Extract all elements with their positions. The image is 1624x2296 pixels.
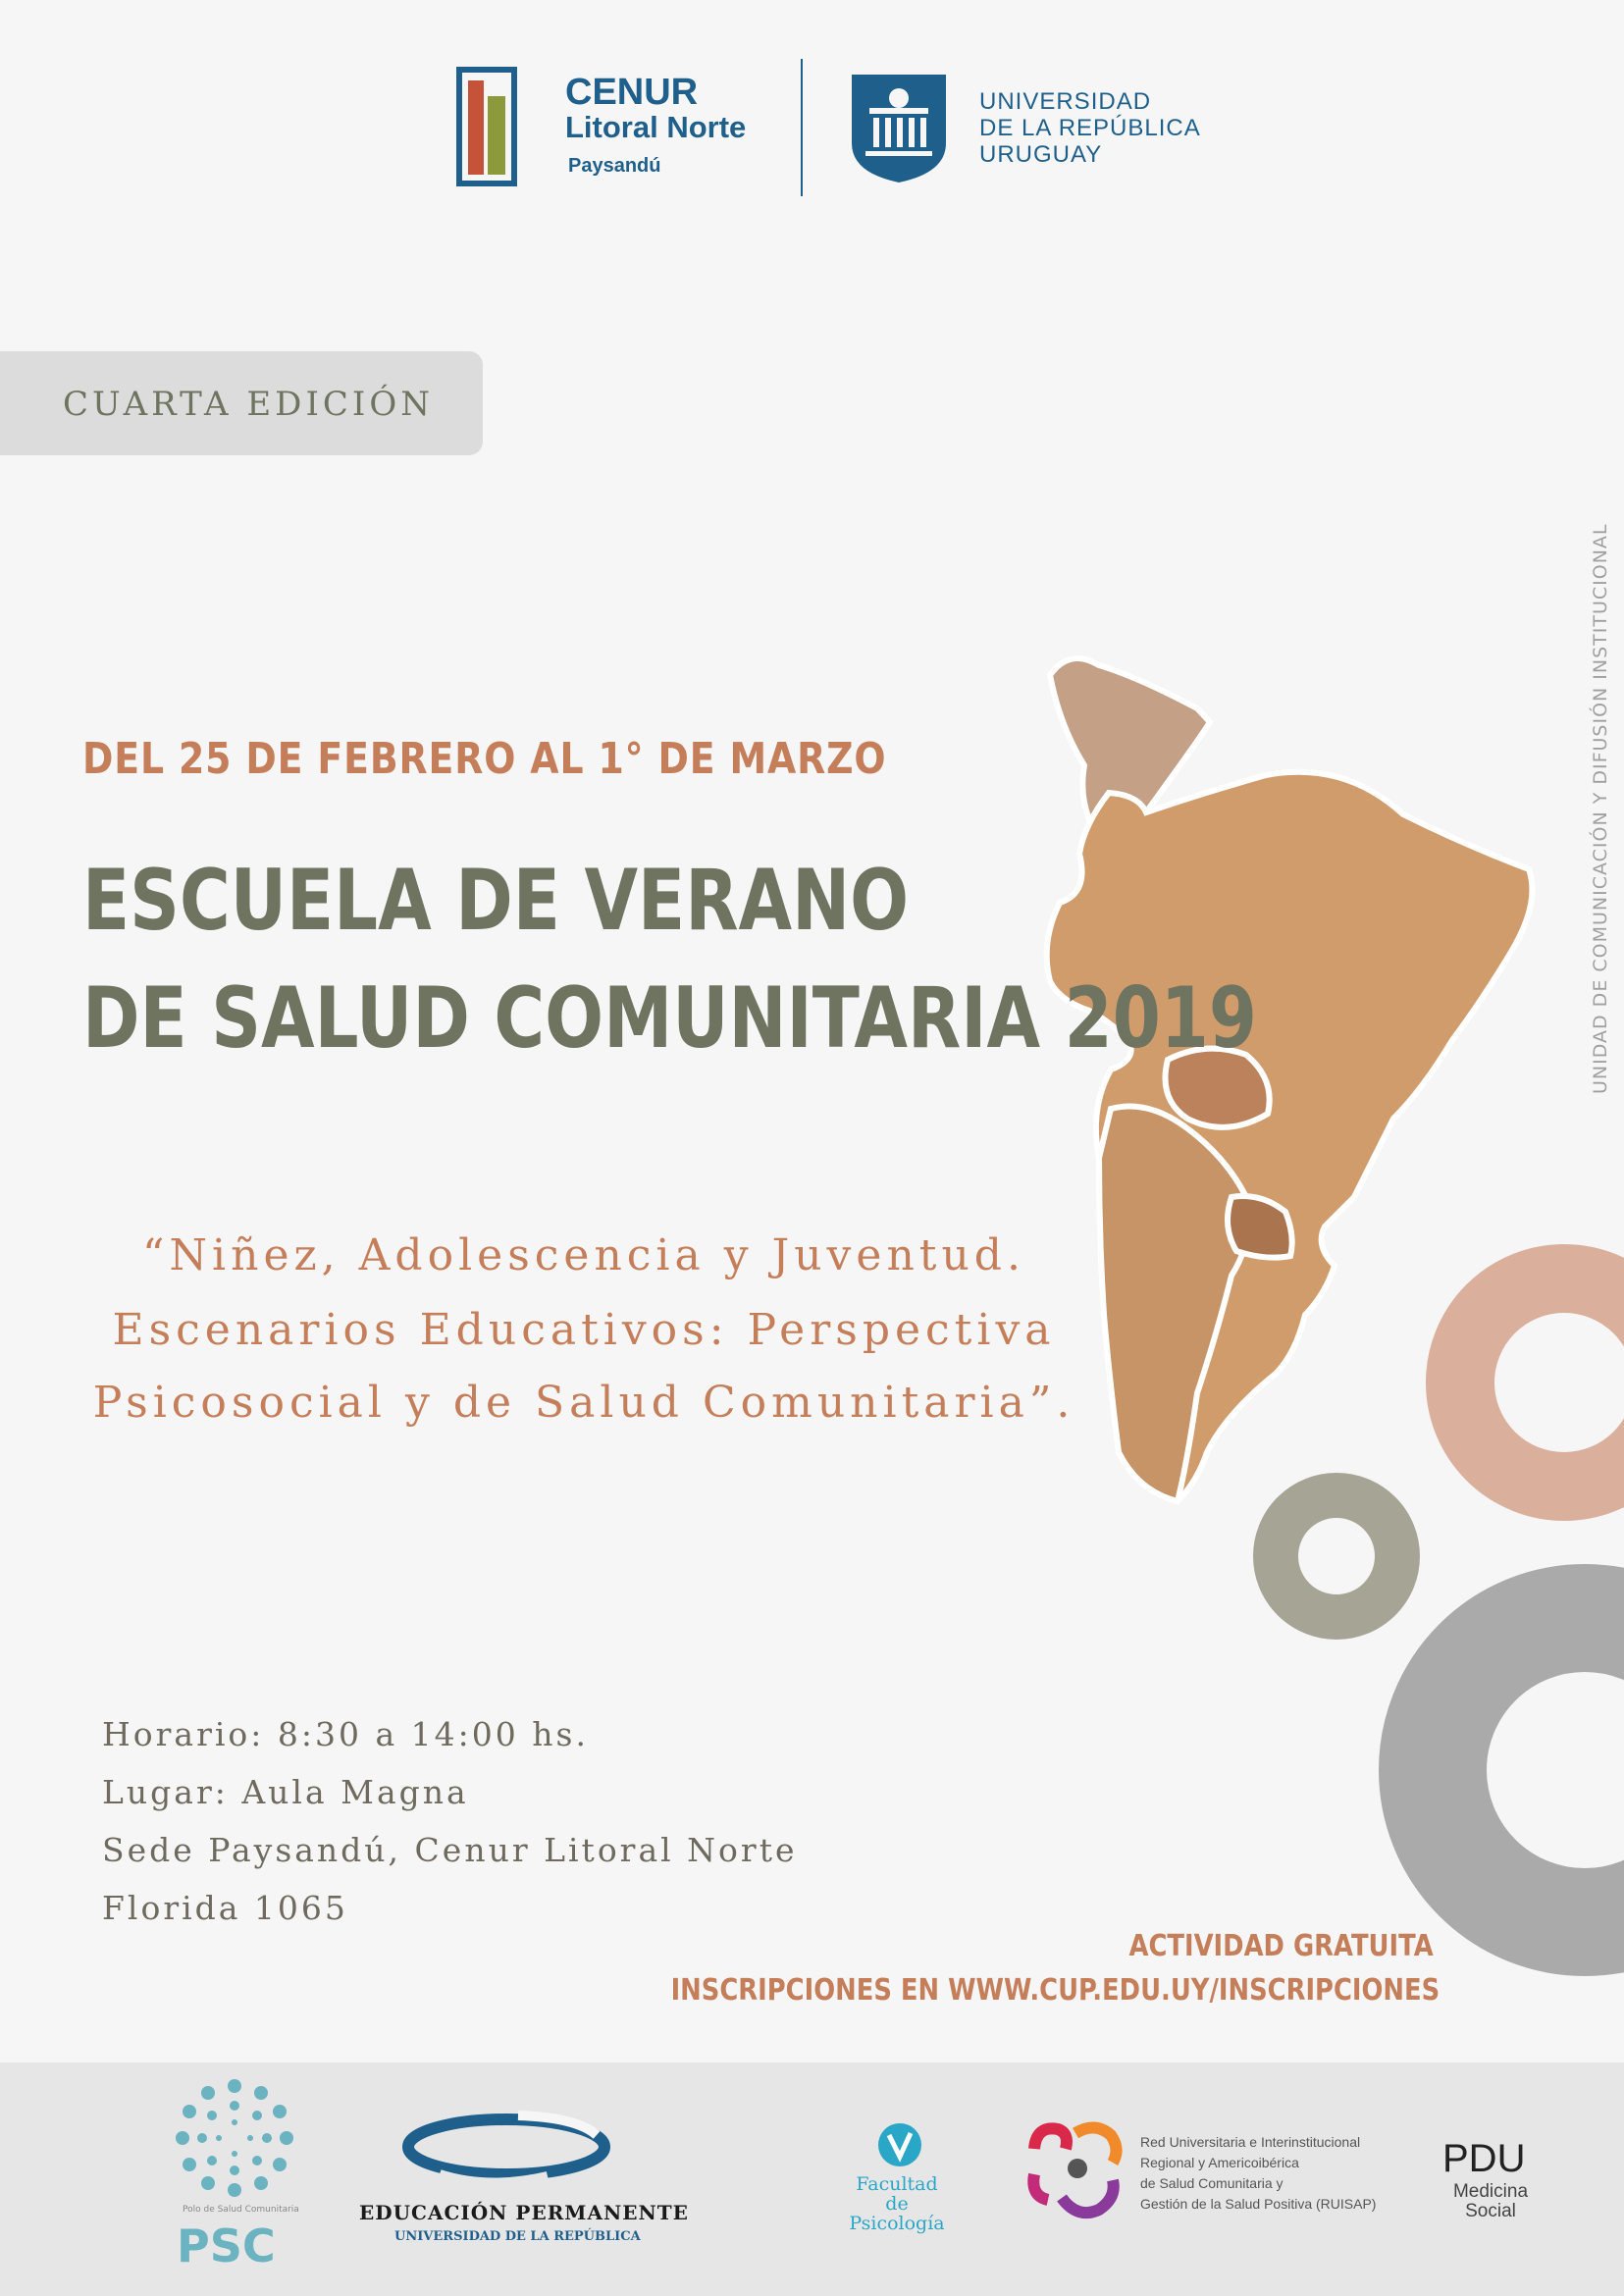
cenur-name: CENUR — [565, 72, 699, 113]
info-venue: Sede Paysandú, Cenur Litoral Norte — [102, 1831, 798, 1869]
ruisap-line-4: Gestión de la Salud Positiva (RUISAP) — [1140, 2196, 1377, 2212]
info-place: Lugar: Aula Magna — [102, 1773, 469, 1811]
header-divider — [801, 59, 803, 196]
ruisap-line-3: de Salud Comunitaria y — [1140, 2175, 1283, 2191]
pdu-subtitle-line-1: Medicina — [1452, 2181, 1529, 2202]
ruisap-line-1: Red Universitaria e Interinstitucional — [1140, 2134, 1361, 2150]
cenur-subtitle: Litoral Norte — [565, 110, 747, 144]
theme-quote-line-2: Escenarios Educativos: Perspectiva — [112, 1305, 1056, 1355]
cenur-city: Paysandú — [568, 155, 661, 177]
edition-label: CUARTA EDICIÓN — [63, 385, 434, 424]
registration-link[interactable]: INSCRIPCIONES EN WWW.CUP.EDU.UY/INSCRIPCIONES — [670, 1973, 1440, 2008]
theme-quote-line-3: Psicosocial y de Salud Comunitaria”. — [92, 1378, 1075, 1428]
event-dates: DEL 25 DE FEBRERO AL 1° DE MARZO — [82, 734, 887, 784]
educacion-permanente-subtitle: UNIVERSIDAD DE LA REPÚBLICA — [394, 2229, 641, 2244]
ruisap-line-2: Regional y Americoibérica — [1140, 2155, 1299, 2170]
event-title-line-1: ESCUELA DE VERANO — [82, 852, 910, 950]
udelar-line-3: URUGUAY — [979, 141, 1103, 168]
side-credit-text: UNIDAD DE COMUNICACIÓN Y DIFUSIÓN INSTITUCIONAL — [1590, 523, 1611, 1094]
facultad-psicologia-label — [848, 2174, 946, 2233]
decorative-rings — [1217, 1236, 1624, 1982]
theme-quote-line-1: “Niñez, Adolescencia y Juventud. — [142, 1230, 1025, 1280]
facultad-psicologia-line-2: Psicología — [849, 2213, 945, 2234]
udelar-building-icon — [852, 75, 946, 183]
ruisap-logo-icon — [1026, 2119, 1130, 2227]
pdu-subtitle-line-2: Social — [1465, 2201, 1516, 2221]
cenur-logo-icon — [456, 67, 517, 186]
free-activity-label: ACTIVIDAD GRATUITA — [1128, 1929, 1434, 1963]
facultad-psicologia-line-1: Facultad de — [856, 2173, 938, 2215]
psc-label: PSC — [177, 2219, 276, 2272]
psc-caption: Polo de Salud Comunitaria — [183, 2205, 299, 2215]
pdu-label: PDU — [1442, 2137, 1526, 2180]
facultad-psicologia-icon — [873, 2121, 926, 2168]
psc-dots-logo-icon — [173, 2076, 296, 2200]
event-title-line-2: DE SALUD COMUNITARIA 2019 — [82, 969, 1257, 1068]
educacion-permanente-title: EDUCACIÓN PERMANENTE — [359, 2201, 689, 2224]
udelar-line-2: DE LA REPÚBLICA — [979, 115, 1201, 141]
educacion-permanente-swoosh-icon — [400, 2096, 612, 2194]
info-schedule: Horario: 8:30 a 14:00 hs. — [102, 1715, 589, 1753]
info-address: Florida 1065 — [102, 1889, 348, 1927]
udelar-line-1: UNIVERSIDAD — [979, 88, 1152, 115]
